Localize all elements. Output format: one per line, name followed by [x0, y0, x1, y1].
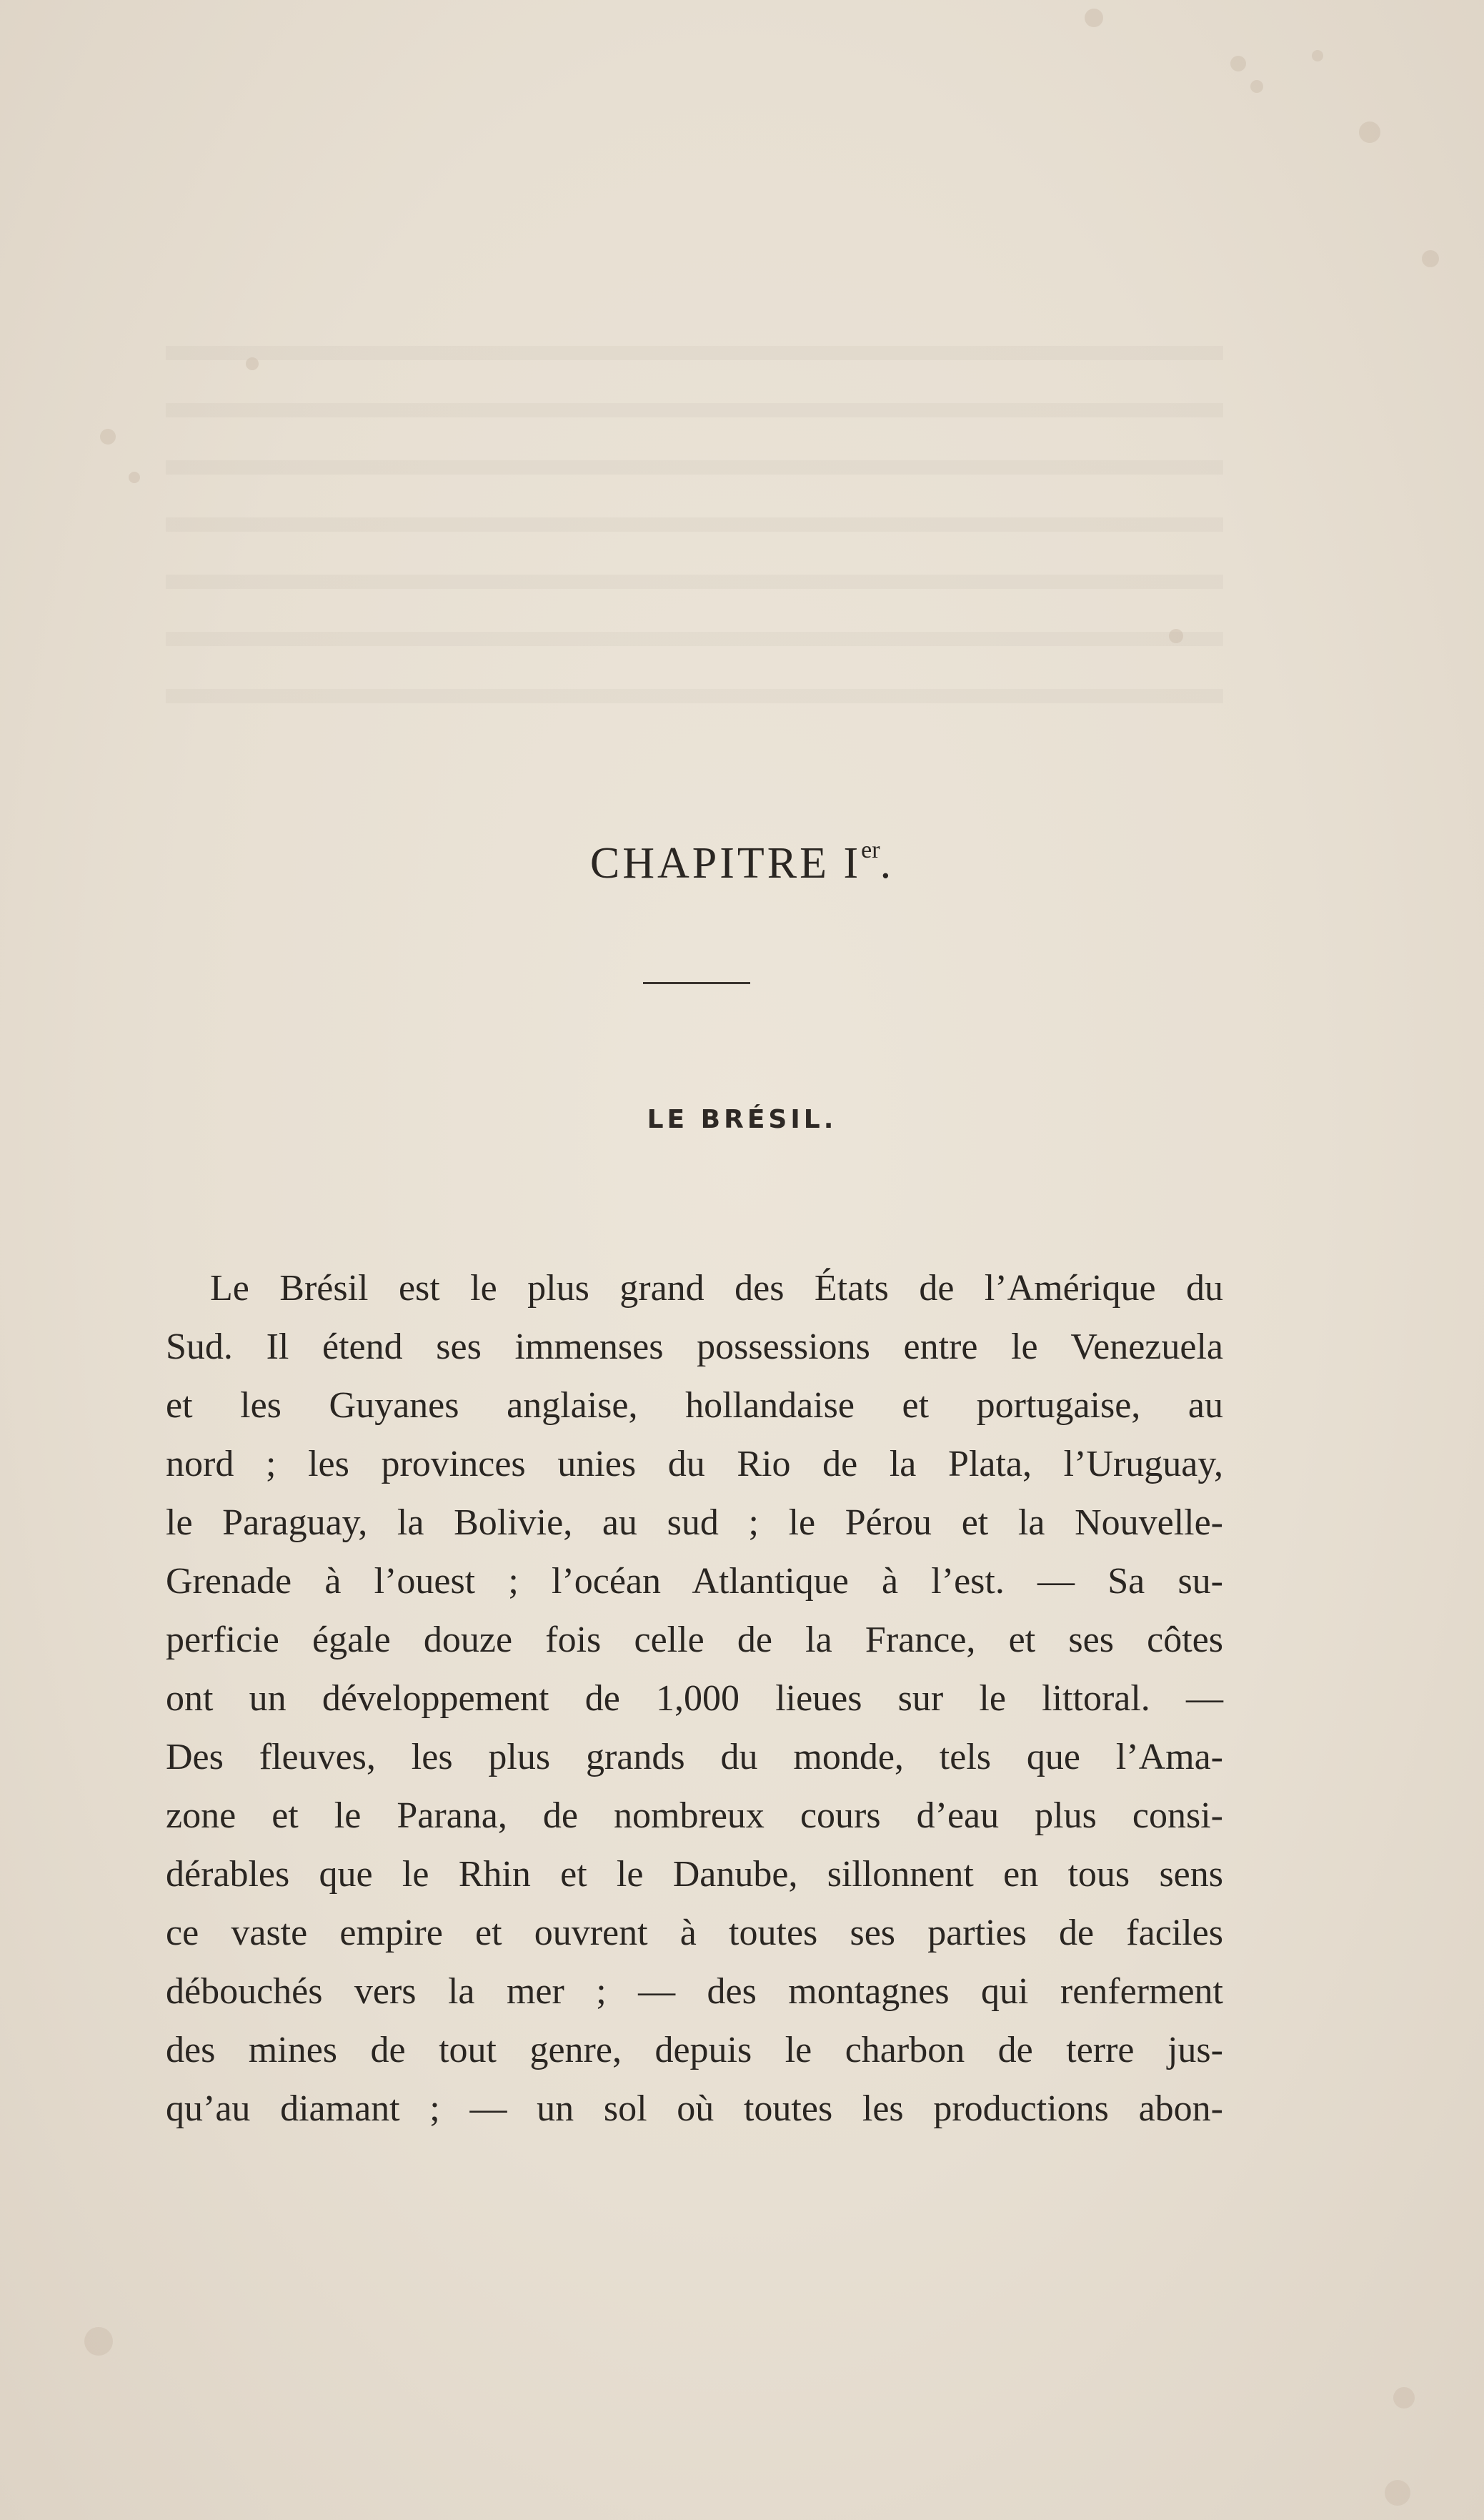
text-line: ont un développement de 1,000 lieues sur le littoral. — [166, 1678, 1223, 1719]
foxing-spot [1422, 250, 1439, 267]
foxing-spot [1169, 629, 1183, 643]
text-line: zone et le Parana, de nombreux cours d’eau plus consi- [166, 1795, 1223, 1836]
chapter-ordinal-suffix: er [861, 837, 880, 863]
text-line: perficie égale douze fois celle de la France, et ses côtes [166, 1619, 1223, 1660]
foxing-spot [1085, 9, 1103, 27]
text-line: nord ; les provinces unies du Rio de la Plata, l’Uruguay, [166, 1444, 1223, 1484]
chapter-rule-divider [643, 982, 750, 984]
chapter-trailing-period: . [880, 839, 895, 888]
text-line: dérables que le Rhin et le Danube, sillonnent en tous sens [166, 1854, 1223, 1895]
text-line: Grenade à l’ouest ; l’océan Atlantique à l’est. — Sa su- [166, 1561, 1223, 1602]
foxing-spot [246, 357, 259, 370]
foxing-spot [1385, 2480, 1410, 2506]
text-line: ce vaste empire et ouvrent à toutes ses parties de faciles [166, 1913, 1223, 1953]
chapter-label: CHAPITRE I [589, 839, 862, 888]
text-line: qu’au diamant ; — un sol où toutes les productions abon- [166, 2088, 1223, 2129]
bleed-through-text [166, 314, 1223, 743]
text-line: Sud. Il étend ses immenses possessions entre le Venezuela [166, 1326, 1223, 1367]
section-title: LE BRÉSIL. [647, 1105, 837, 1134]
body-paragraph [166, 1259, 1223, 2138]
foxing-spot [1230, 56, 1246, 71]
foxing-spot [84, 2327, 113, 2356]
text-line: débouchés vers la mer ; — des montagnes qui renferment [166, 1971, 1223, 2012]
chapter-heading [0, 835, 1484, 892]
text-line: et les Guyanes anglaise, hollandaise et portugaise, au [166, 1385, 1223, 1426]
foxing-spot [1250, 80, 1263, 93]
foxing-spot [1312, 50, 1323, 61]
text-line: des mines de tout genre, depuis le charbon de terre jus- [166, 2030, 1223, 2070]
text-line: Le Brésil est le plus grand des États de l’Amérique du [210, 1268, 1223, 1309]
foxing-spot [129, 472, 140, 483]
foxing-spot [1359, 121, 1380, 143]
foxing-spot [1393, 2387, 1415, 2409]
text-line: Des fleuves, les plus grands du monde, tels que l’Ama- [166, 1737, 1223, 1777]
text-line: le Paraguay, la Bolivie, au sud ; le Pérou et la Nouvelle- [166, 1502, 1223, 1543]
foxing-spot [100, 429, 116, 445]
